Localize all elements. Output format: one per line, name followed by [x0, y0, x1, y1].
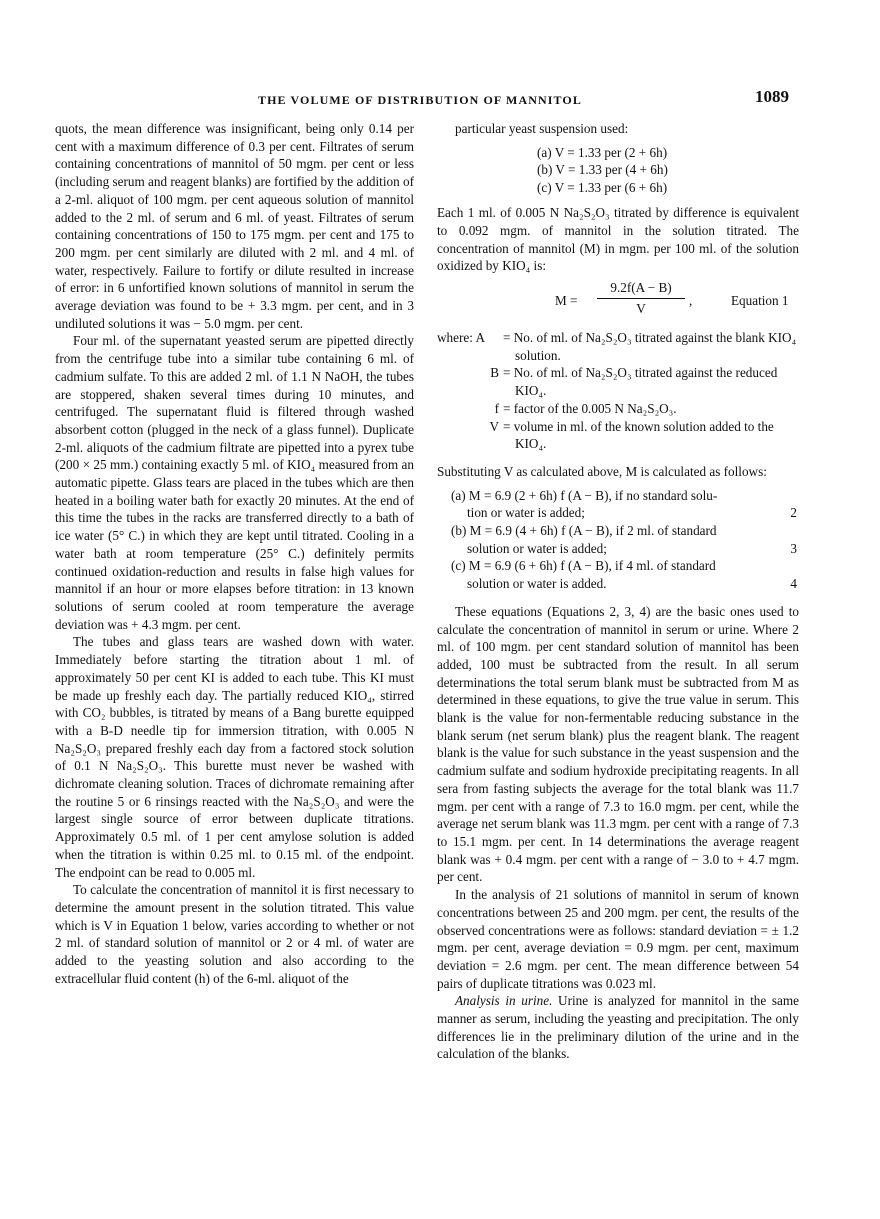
equation-1 [437, 279, 799, 323]
equation-fraction [597, 279, 685, 317]
paragraph: Four ml. of the supernatant yeasted serum are pipetted directly from the centrifuge tube into a similar tube containing 6 ml. of cadmium sulfate. To this are added 2 ml. of 1.1 N NaOH, the tubes are stoppered, shaken several times during 10 minutes, and centrifuged. The supernatant fluid is filtered through washed absorbent cotton (plugged in the neck of a glass funnel). Duplicate 2-ml. aliquots of the cadmium filtrate are pipetted into a pyrex tube (200 × 25 mm.) containing exactly 5 ml. of KIO₄ measured from an automatic pipette. Glass tears are placed in the tubes which are then heated in a boiling water bath for exactly 20 minutes. At the end of this time the tubes in the racks are transferred directly to a bath of ice water (5° C.) in which they are kept until titrated. Cooling in a water bath at room temperature (25° C.) definitely permits continued oxidation-reduction and results in false high values for mannitol if an hour or more elapses before titration: in 13 known solutions of serum cooled at room temperature the average deviation was + 4.3 mgm. per cent. [55, 333, 414, 632]
definition-row [437, 329, 799, 364]
right-column [437, 120, 799, 1063]
variable-definitions [437, 329, 799, 453]
paragraph: quots, the mean difference was insignificant, being only 0.14 per cent with a maximum difference of 0.3 per cent. Filtrates of serum containing concentrations of mannitol of 50 mgm. per cent or less (including serum and reagent blanks) are fortified by the addition of a 2-ml. aliquot of 100 mgm. per cent aqueous solution of mannitol added to the 2 ml. of serum and 6 ml. of yeast. Filtrates of serum containing concentrations of 150 to 175 mgm. per cent and 175 to 200 mgm. per cent similarly are diluted with 2 ml. and 4 ml. of water, respectively. Failure to fortify or dilute resulted in increase of error: in 6 unfortified known solutions of mannitol in serum the average deviation was found to be + 3.3 mgm. per cent, and in 3 undiluted solutions it was − 5.0 mgm. per cent. [55, 121, 414, 331]
definition-row [437, 418, 799, 453]
equation-text-cont: solution or water is added; [467, 540, 607, 556]
equation-number: 2 [790, 505, 797, 521]
paragraph: To calculate the concentration of mannitol it is first necessary to determine the amount present in the solution titrated. This value which is V in Equation 1 below, varies according to whether or not 2 ml. of standard solution of mannitol or 2 or 4 ml. of water are added to the yeasting solution and also according to the extracellular fluid content (h) of the 6-ml. aliquot of the [55, 882, 414, 986]
equation-label: Equation 1 [731, 293, 789, 309]
equation-line: (c) V = 1.33 per (6 + 6h) [537, 179, 668, 195]
definition-key: where: A [437, 330, 485, 346]
equation-number: 3 [790, 540, 797, 556]
equation-row [451, 557, 799, 592]
equation-row [451, 487, 799, 522]
equation-line: (b) V = 1.33 per (4 + 6h) [537, 162, 668, 178]
definition-key: f [494, 400, 499, 416]
definition-key: V [489, 418, 499, 434]
running-title: THE VOLUME OF DISTRIBUTION OF MANNITOL [258, 93, 582, 107]
equation-text: (a) M = 6.9 (2 + 6h) f (A − B), if no standard solu- [451, 487, 718, 503]
definition-value: = No. of ml. of Na₂S₂O₃ titrated against the reduced KIO₄. [503, 365, 778, 399]
definition-value: = factor of the 0.005 N Na₂S₂O₃. [503, 400, 677, 416]
definition-value: = volume in ml. of the known solution added to the KIO₄. [503, 418, 774, 452]
definition-value: = No. of ml. of Na₂S₂O₃ titrated against the blank KIO₄ solution. [503, 330, 797, 363]
paragraph: These equations (Equations 2, 3, 4) are the basic ones used to calculate the concentration of mannitol in serum or urine. Where 2 ml. of 100 mgm. per cent standard solution of mannitol has been added, 100 must be subtracted from the result. In all serum determinations the total serum blank must be subtracted from M as determined in these equations, to give the true value in serum. This blank is the value for non-fermentable reducing substance in the blank serum (net serum blank) plus the reagent blank. The reagent blank is the value for such substance in the yeast suspension and the cadmium sulfate and sodium hydroxide precipitating reagents. In all sera from fasting subjects the average for the total blank was 11.7 mgm. per cent with a range of 7.3 to 16.0 mgm. per cent, while the average net serum blank was 11.3 mgm. per cent with a range of 7.3 to 15.1 mgm. per cent. In 14 determinations the average reagent blank was + 0.4 mgm. per cent with a range of − 3.0 to + 4.7 mgm. per cent. [437, 603, 799, 885]
equation-row [451, 522, 799, 557]
paragraph-text: Urine is analyzed for mannitol in the same manner as serum, including the yeasting and precipitation. The only differences lie in the preliminary dilution of the urine and in the calculation of the blanks. [437, 993, 800, 1062]
paragraph: The tubes and glass tears are washed down with water. Immediately before starting the titration about 1 ml. of approximately 50 per cent KI is added to each tube. This KI must be made up freshly each day. The partially reduced KIO₄, stirred with CO₂ bubbles, is titrated by means of a Bang burette equipped with a B-D needle tip for immersion titration, with 0.005 N Na₂S₂O₃ prepared freshly each day from a factored stock solution of 0.1 N Na₂S₂O₃. This burette must never be washed with dichromate cleaning solution. Traces of dichromate remaining after the routine 5 or 6 rinsings reacted with the Na₂S₂O₃ and were the largest single source of error between duplicate titrations. Approximately 0.5 ml. of 1 per cent amylose solution is added when the titration is within 0.25 ml. to 0.15 ml. of the endpoint. The endpoint can be read to 0.005 ml. [55, 634, 414, 880]
equation-text: (b) M = 6.9 (4 + 6h) f (A − B), if 2 ml. of standard [451, 523, 717, 539]
page-number: 1089 [755, 87, 789, 106]
equation-number: 4 [790, 576, 797, 592]
mannitol-equations [451, 487, 799, 593]
volume-equations [537, 144, 799, 197]
fraction-numerator: 9.2f(A − B) [597, 279, 685, 299]
left-column [55, 120, 414, 987]
equation-line: (a) V = 1.33 per (2 + 6h) [537, 144, 668, 160]
equation-lhs: M = [555, 293, 578, 309]
section-heading: Analysis in urine. [455, 993, 553, 1009]
paragraph: In the analysis of 21 solutions of mannitol in serum of known concentrations between 25 and 200 mgm. per cent, the results of the observed concentrations were as follows: standard deviation = ± 1.2 mgm. per cent, average deviation = 0.9 mgm. per cent, maximum deviation = 2.6 mgm. per cent. The mean difference between 54 pairs of duplicate titrations was 0.023 ml. [437, 887, 799, 991]
equation-text: (c) M = 6.9 (6 + 6h) f (A − B), if 4 ml. of standard [451, 558, 716, 574]
paragraph [437, 992, 799, 1063]
paragraph: Each 1 ml. of 0.005 N Na₂S₂O₃ titrated by difference is equivalent to 0.092 mgm. of mannitol in the solution titrated. The concentration of mannitol (M) in mgm. per 100 ml. of the solution oxidized by KIO₄ is: [437, 205, 799, 274]
definition-row [437, 364, 799, 399]
paragraph: particular yeast suspension used: [455, 121, 629, 136]
definition-row [437, 400, 799, 418]
equation-text-cont: tion or water is added; [467, 505, 585, 521]
equation-comma: , [689, 293, 693, 309]
paragraph: Substituting V as calculated above, M is calculated as follows: [437, 463, 767, 479]
equation-text-cont: solution or water is added. [467, 576, 607, 592]
fraction-denominator: V [636, 300, 646, 316]
definition-key: B [490, 365, 499, 381]
